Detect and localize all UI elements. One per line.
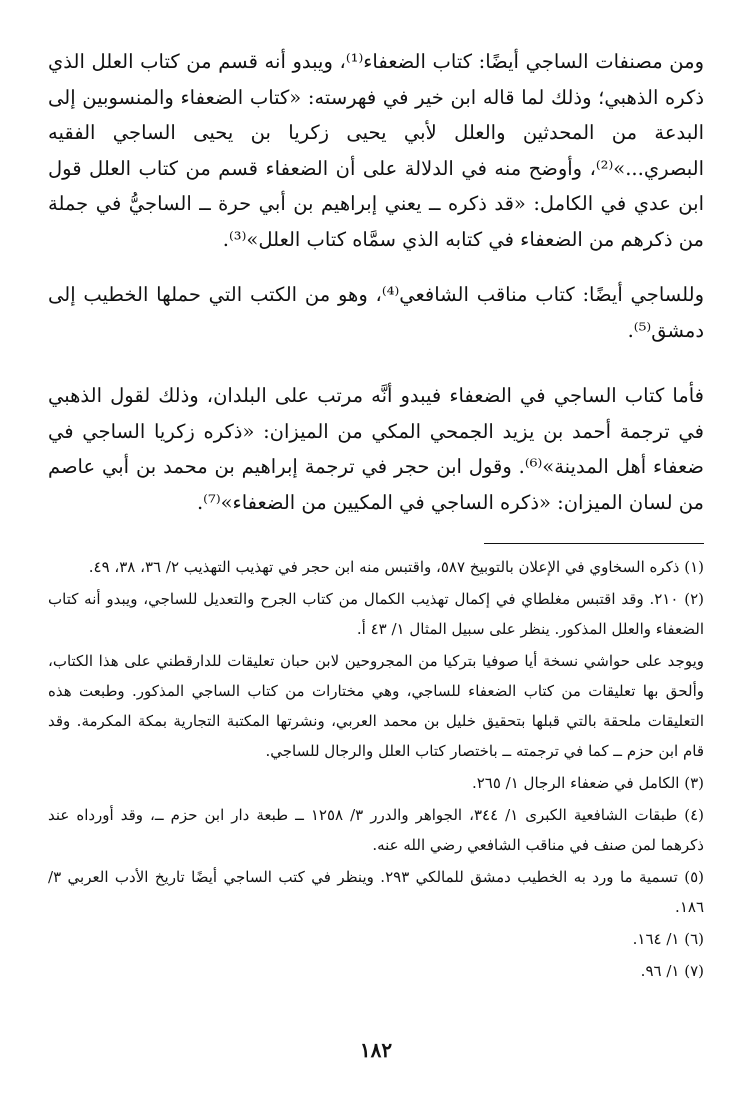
footnote-4: (٤) طبقات الشافعية الكبرى ١/ ٣٤٤، الجواهر والدرر ٣/ ١٢٥٨ ــ طبعة دار ابن حزم ــ، وقد أورداه عند ذكرهما لمن صنف في مناقب الشافعي رضي الله عنه.	[48, 806, 705, 854]
footnote-3: (٣) الكامل في ضعفاء الرجال ١/ ٢٦٥.	[471, 774, 704, 792]
page-number: ١٨٢	[359, 1038, 393, 1062]
paragraph-weakness-book: ومن مصنفات الساجي أيضًا: كتاب الضعفاء⁽¹⁾، ويبدو أنه قسم من كتاب العلل الذي ذكره الذهبي؛ وذلك لما قاله ابن خير في فهرسته: «كتاب الضعفاء والمنسوبين إلى البدعة من المحدثين والعلل لأبي يحيى زكريا بن يحيى الساجي الفقيه البصري...»⁽²⁾، وأوضح منه في الدلالة على أن الضعفاء قسم من كتاب العلل قول ابن عدي في الكامل: «قد ذكره ــ يعني إبراهيم بن أبي حرة ــ الساجيُّ في جملة من ذكرهم من الضعفاء في كتابه الذي سمَّاه كتاب العلل»⁽³⁾.	[48, 50, 704, 251]
footnotes	[48, 552, 704, 986]
footnote-1: (١) ذكره السخاوي في الإعلان بالتوبيخ ٥٨٧، واقتبس منه ابن حجر في تهذيب التهذيب ٢/ ٣٦، ٣٨، ٤٩.	[88, 558, 704, 576]
footnote-5: (٥) تسمية ما ورد به الخطيب دمشق للمالكي ٢٩٣. وينظر في كتب الساجي أيضًا تاريخ الأدب العربي ٣/ ١٨٦.	[48, 868, 704, 916]
footnote-7: (٧) ١/ ٩٦.	[640, 962, 704, 980]
footnote-2-continued: ويوجد على حواشي نسخة أيا صوفيا بتركيا من المجروحين لابن حبان تعليقات للدارقطني على هذا الكتاب، وألحق بها تعليقات من كتاب الضعفاء للساجي، وهي مختارات من كتاب الساجي المذكور. وطبعت هذه التعليقات ملحقة بالتي قبلها بتحقيق خليل بن محمد العربي، ونشرتها المكتبة التجارية بمكة المكرمة. وقد قام ابن حزم ــ كما في ترجمته ــ باختصار كتاب العلل والرجال للساجي.	[48, 652, 704, 760]
paragraph-virtues-book: وللساجي أيضًا: كتاب مناقب الشافعي⁽⁴⁾، وهو من الكتب التي حملها الخطيب إلى دمشق⁽⁵⁾.	[48, 283, 704, 342]
footnote-separator	[484, 543, 704, 544]
main-text	[48, 44, 704, 520]
footnote-6: (٦) ١/ ١٦٤.	[632, 930, 704, 948]
paragraph-arrangement: فأما كتاب الساجي في الضعفاء فيبدو أنَّه مرتب على البلدان، وذلك لقول الذهبي في ترجمة أحمد بن يزيد الجمحي المكي من الميزان: «ذكره زكريا الساجي في ضعفاء أهل المدينة»⁽⁶⁾. وقول ابن حجر في ترجمة إبراهيم بن محمد بن أبي عاصم من لسان الميزان: «ذكره الساجي في المكيين من الضعفاء»⁽⁷⁾.	[48, 384, 704, 514]
footnote-2: (٢) ٢١٠. وقد اقتبس مغلطاي في إكمال تهذيب الكمال من كتاب الجرح والتعديل للساجي، ويبدو أنه كتاب الضعفاء والعلل المذكور. ينظر على سبيل المثال ١/ ٤٣ أ.	[48, 590, 704, 638]
